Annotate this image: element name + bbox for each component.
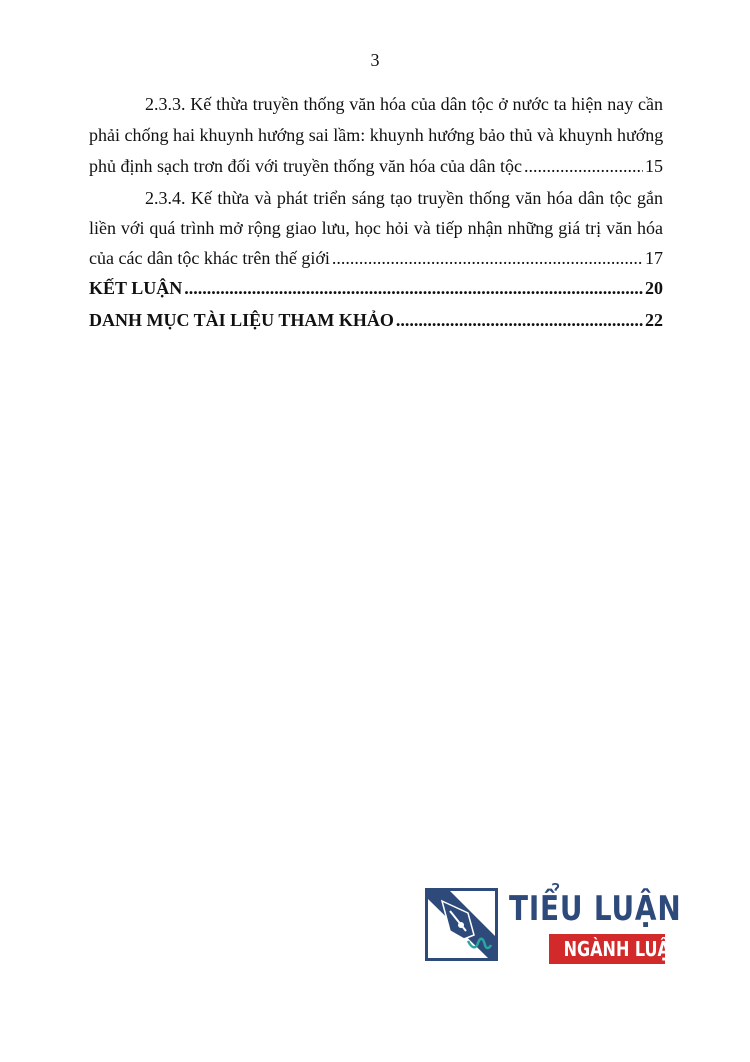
toc-references-page: 22 [645, 310, 663, 330]
toc-entry-2-3-3-line-2[interactable]: phải chống hai khuynh hướng sai lầm: khuynh hướng bảo thủ và khuynh hướng [89, 125, 664, 145]
toc-entry-2-3-4-line-1[interactable]: 2.3.4. Kế thừa và phát triển sáng tạo truyền thống văn hóa dân tộc gắn [145, 188, 663, 208]
dot-leader [332, 244, 643, 272]
toc-conclusion-label: KẾT LUẬN [89, 278, 183, 298]
toc-entry-2-3-3-text: phủ định sạch trơn đối với truyền thống văn hóa của dân tộc [89, 156, 522, 176]
logo-subtitle-text: NGÀNH LUẬT [563, 937, 681, 961]
toc-entry-2-3-4-text: của các dân tộc khác trên thế giới [89, 248, 330, 268]
logo-subtitle [549, 934, 681, 964]
toc-entry-2-3-3-page: 15 [645, 156, 663, 176]
toc-references-label: DANH MỤC TÀI LIỆU THAM KHẢO [89, 310, 394, 330]
toc-entry-2-3-4-page: 17 [645, 248, 663, 268]
toc-entry-conclusion[interactable] [89, 274, 663, 302]
toc-entry-2-3-3-line-1[interactable]: 2.3.3. Kế thừa truyền thống văn hóa của dân tộc ở nước ta hiện nay cần [145, 94, 663, 114]
toc-entry-references[interactable] [89, 306, 663, 334]
toc-entry-2-3-3-line-3[interactable] [89, 152, 663, 180]
tieu-luan-nganh-luat-logo [425, 888, 682, 966]
toc-entry-2-3-4-line-2[interactable]: liền với quá trình mở rộng giao lưu, học hỏi và tiếp nhận những giá trị văn hóa [89, 218, 663, 238]
dot-leader [524, 152, 643, 180]
page-number: 3 [370, 50, 380, 70]
dot-leader [396, 306, 643, 334]
dot-leader [184, 274, 643, 302]
logo-title: TIỂU LUẬN [509, 889, 682, 929]
pen-nib-icon [425, 888, 498, 961]
toc-conclusion-page: 20 [645, 278, 663, 298]
toc-entry-2-3-4-line-3[interactable] [89, 244, 663, 272]
